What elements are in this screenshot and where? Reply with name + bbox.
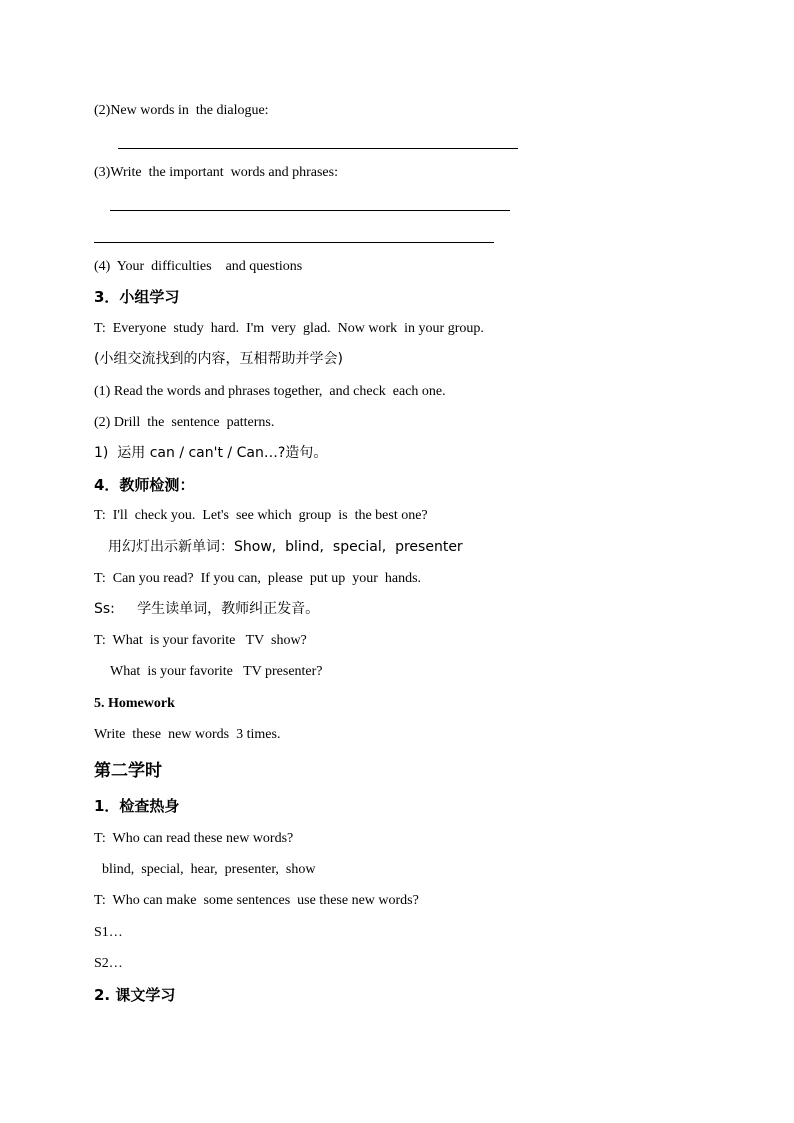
new-words-prompt: (2)New words in the dialogue:	[94, 103, 269, 118]
difficulties-prompt: (4) Your difficulties and questions	[94, 259, 303, 274]
section-3-heading: 3．小组学习	[94, 288, 180, 306]
students-read-line: Ss: 学生读单词，教师纠正发音。	[94, 601, 320, 617]
section-4-heading: 4．教师检测：	[94, 476, 195, 494]
item-read-words: (1) Read the words and phrases together, and check each one.	[94, 384, 446, 399]
answer-line-2	[110, 210, 510, 211]
new-words-list: blind, special, hear, presenter, show	[102, 862, 316, 877]
answer-line-3	[94, 242, 494, 243]
check-line: T: I'll check you. Let's see which group is the best one?	[94, 508, 428, 523]
text-study-heading: 2. 课文学习	[94, 986, 176, 1004]
warmup-heading: 1．检查热身	[94, 797, 180, 815]
group-note: (小组交流找到的内容，互相帮助并学会)	[94, 351, 343, 367]
student-1-line: S1…	[94, 925, 123, 940]
important-words-prompt: (3)Write the important words and phrases:	[94, 165, 338, 180]
make-sentences-line: T: Who can make some sentences use these new words?	[94, 893, 419, 908]
teacher-line: T: Everyone study hard. I'm very glad. Now work in your group.	[94, 321, 484, 336]
lesson-2-title: 第二学时	[94, 761, 162, 781]
student-2-line: S2…	[94, 956, 123, 971]
favorite-presenter-line: What is your favorite TV presenter?	[110, 664, 323, 679]
homework-line: Write these new words 3 times.	[94, 727, 281, 742]
item-make-sentences: 1) 运用 can / can't / Can…?造句。	[94, 445, 328, 461]
homework-heading: 5. Homework	[94, 696, 175, 711]
answer-line-1	[118, 148, 518, 149]
slide-words-line: 用幻灯出示新单词：Show, blind, special, presenter	[108, 539, 463, 555]
can-you-read-line: T: Can you read? If you can, please put up your hands.	[94, 571, 422, 586]
item-drill: (2) Drill the sentence patterns.	[94, 415, 275, 430]
who-can-read-line: T: Who can read these new words?	[94, 831, 294, 846]
favorite-show-line: T: What is your favorite TV show?	[94, 633, 307, 648]
